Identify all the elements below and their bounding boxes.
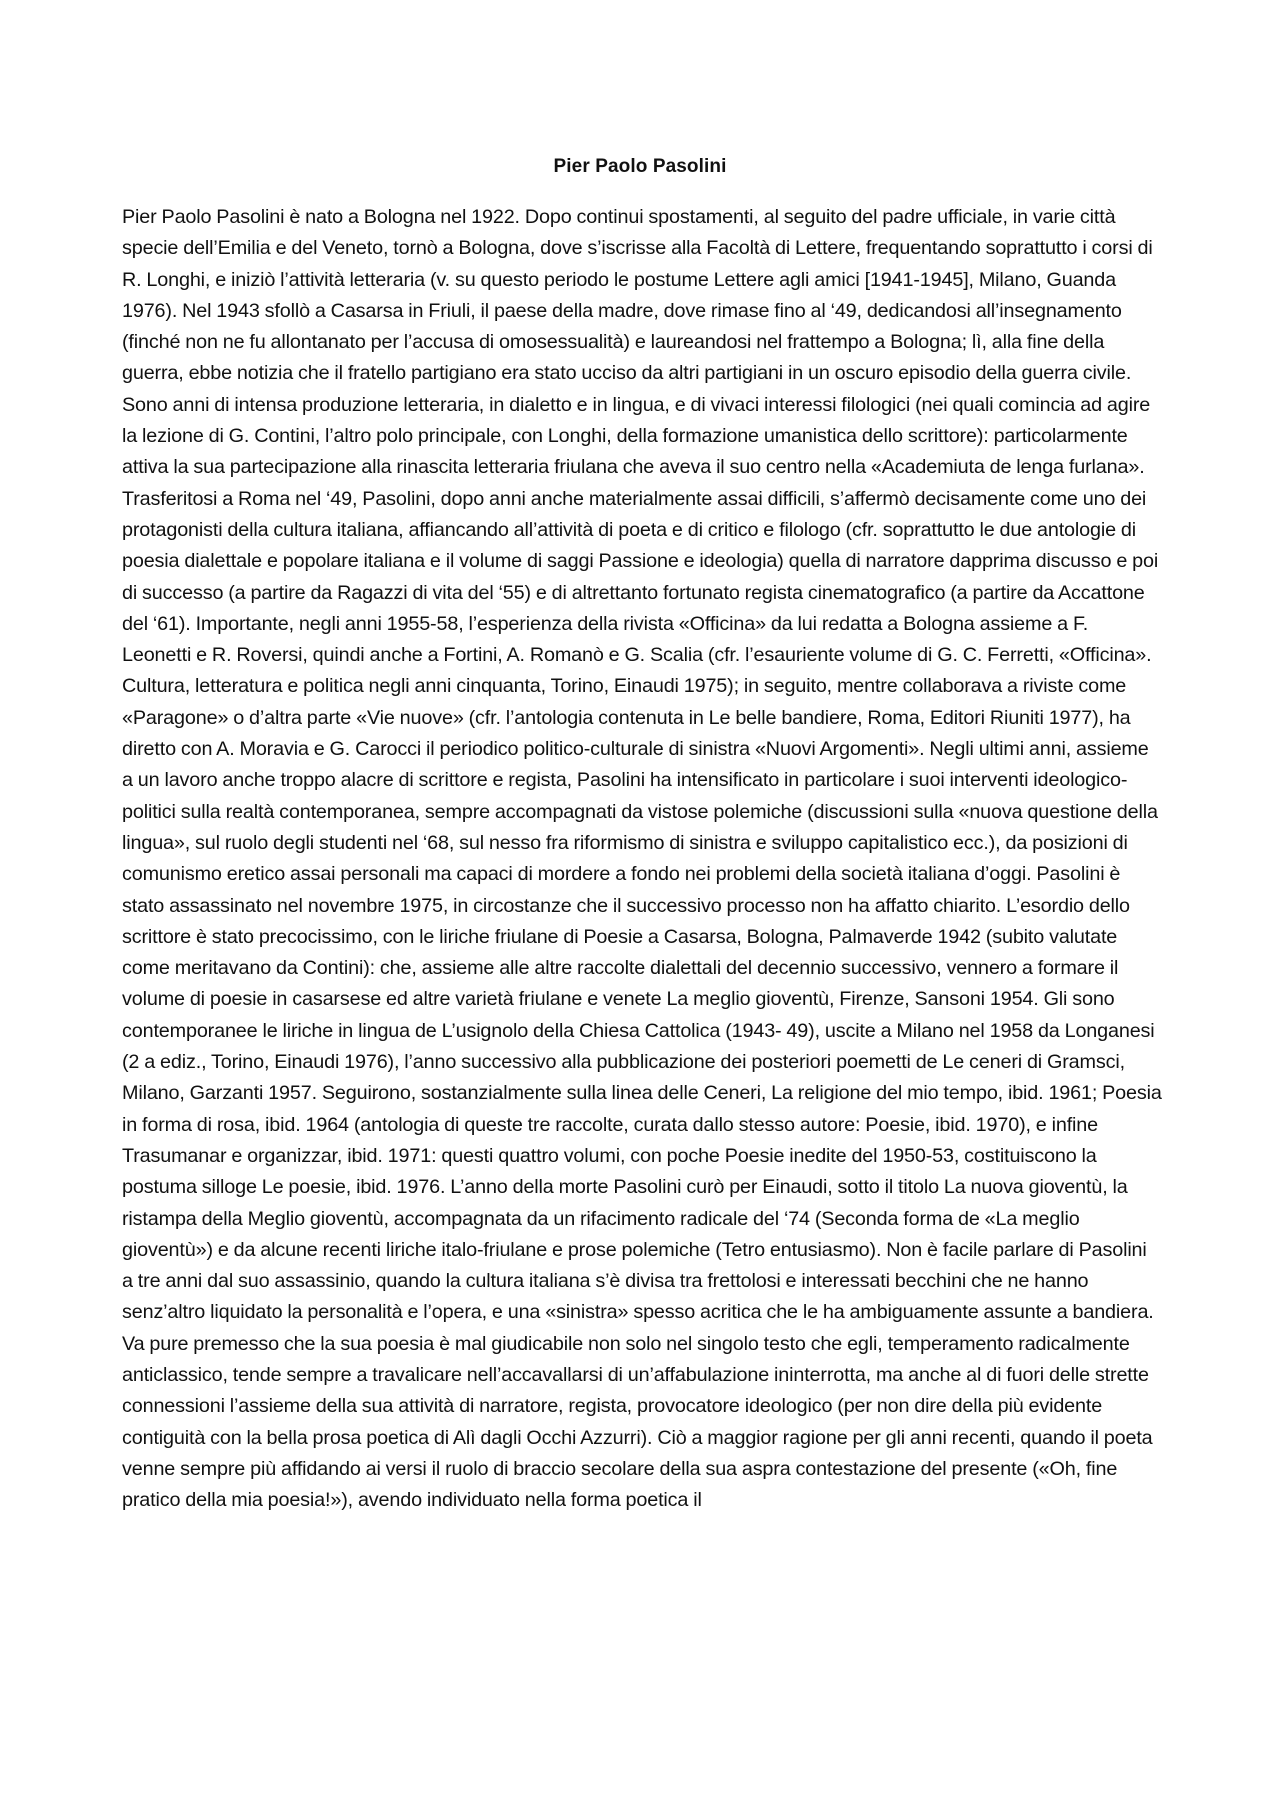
document-body-paragraph: Pier Paolo Pasolini è nato a Bologna nel 1922. Dopo continui spostamenti, al seguito del padre ufficiale, in varie città specie dell’Emilia e del Veneto, tornò a Bologna, dove s’iscrisse alla Facoltà di Lettere, frequentando soprattutto i corsi di R. Longhi, e iniziò l’attività letteraria (v. su questo periodo le postume Lettere agli amici [1941-1945], Milano, Guanda 1976). Nel 1943 sfollò a Casarsa in Friuli, il paese della madre, dove rimase fino al ‘49, dedicandosi all’insegnamento (finché non ne fu allontanato per l’accusa di omosessualità) e laureandosi nel frattempo a Bologna; lì, alla fine della guerra, ebbe notizia che il fratello partigiano era stato ucciso da altri partigiani in un oscuro episodio della guerra civile. Sono anni di intensa produzione letteraria, in dialetto e in lingua, e di vivaci interessi filologici (nei quali comincia ad agire la lezione di G. Contini, l’altro polo principale, con Longhi, della formazione umanistica dello scrittore): particolarmente attiva la sua partecipazione alla rinascita letteraria friulana che aveva il suo centro nella «Academiuta de lenga furlana». Trasferitosi a Roma nel ‘49, Pasolini, dopo anni anche materialmente assai difficili, s’affermò decisamente come uno dei protagonisti della cultura italiana, affiancando all’attività di poeta e di critico e filologo (cfr. soprattutto le due antologie di poesia dialettale e popolare italiana e il volume di saggi Passione e ideologia) quella di narratore dapprima discusso e poi di successo (a partire da Ragazzi di vita del ‘55) e di altrettanto fortunato regista cinematografico (a partire da Accattone del ‘61). Importante, negli anni 1955-58, l’esperienza della rivista «Officina» da lui redatta a Bologna assieme a F. Leonetti e R. Roversi, quindi anche a Fortini, A. Romanò e G. Scalia (cfr. l’esauriente volume di G. C. Ferretti, «Officina». Cultura, letteratura e politica negli anni cinquanta, Torino, Einaudi 1975); in seguito, mentre collaborava a riviste come «Paragone» o d’altra parte «Vie nuove» (cfr. l’antologia contenuta in Le belle bandiere, Roma, Editori Riuniti 1977), ha diretto con A. Moravia e G. Carocci il periodico politico-culturale di sinistra «Nuovi Argomenti». Negli ultimi anni, assieme a un lavoro anche troppo alacre di scrittore e regista, Pasolini ha intensificato in particolare i suoi interventi ideologico-politici sulla realtà contemporanea, sempre accompagnati da vistose polemiche (discussioni sulla «nuova questione della lingua», sul ruolo degli studenti nel ‘68, sul nesso fra riformismo di sinistra e sviluppo capitalistico ecc.), da posizioni di comunismo eretico assai personali ma capaci di mordere a fondo nei problemi della società italiana d’oggi. Pasolini è stato assassinato nel novembre 1975, in circostanze che il successivo processo non ha affatto chiarito. L’esordio dello scrittore è stato precocissimo, con le liriche friulane di Poesie a Casarsa, Bologna, Palmaverde 1942 (subito valutate come meritavano da Contini): che, assieme alle altre raccolte dialettali del decennio successivo, vennero a formare il volume di poesie in casarsese ed altre varietà friulane e venete La meglio gioventù, Firenze, Sansoni 1954. Gli sono contemporanee le liriche in lingua de L’usignolo della Chiesa Cattolica (1943- 49), uscite a Milano nel 1958 da Longanesi (2 a ediz., Torino, Einaudi 1976), l’anno successivo alla pubblicazione dei posteriori poemetti de Le ceneri di Gramsci, Milano, Garzanti 1957. Seguirono, sostanzialmente sulla linea delle Ceneri, La religione del mio tempo, ibid. 1961; Poesia in forma di rosa, ibid. 1964 (antologia di queste tre raccolte, curata dallo stesso autore: Poesie, ibid. 1970), e infine Trasumanar e organizzar, ibid. 1971: questi quattro volumi, con poche Poesie inedite del 1950-53, costituiscono la postuma silloge Le poesie, ibid. 1976. L’anno della morte Pasolini curò per Einaudi, sotto il titolo La nuova gioventù, la ristampa della Meglio gioventù, accompagnata da un rifacimento radicale del ‘74 (Seconda forma de «La meglio gioventù») e da alcune recenti liriche italo-friulane e prose polemiche (Tetro entusiasmo). Non è facile parlare di Pasolini a tre anni dal suo assassinio, quando la cultura italiana s’è divisa tra frettolosi e interessati becchini che ne hanno senz’altro liquidato la personalità e l’opera, e una «sinistra» spesso acritica che le ha ambiguamente assunte a bandiera. Va pure premesso che la sua poesia è mal giudicabile non solo nel singolo testo che egli, temperamento radicalmente anticlassico, tende sempre a travalicare nell’accavallarsi di un’affabulazione ininterrotta, ma anche al di fuori delle strette connessioni l’assieme della sua attività di narratore, regista, provocatore ideologico (per non dire della più evidente contiguità con la bella prosa poetica di Alì dagli Occhi Azzurri). Ciò a maggior ragione per gli anni recenti, quando il poeta venne sempre più affidando ai versi il ruolo di braccio secolare della sua aspra contestazione del presente («Oh, fine pratico della mia poesia!»), avendo individuato nella forma poetica il <box>122 206 1162 1512</box>
document-title: Pier Paolo Pasolini <box>553 156 727 177</box>
